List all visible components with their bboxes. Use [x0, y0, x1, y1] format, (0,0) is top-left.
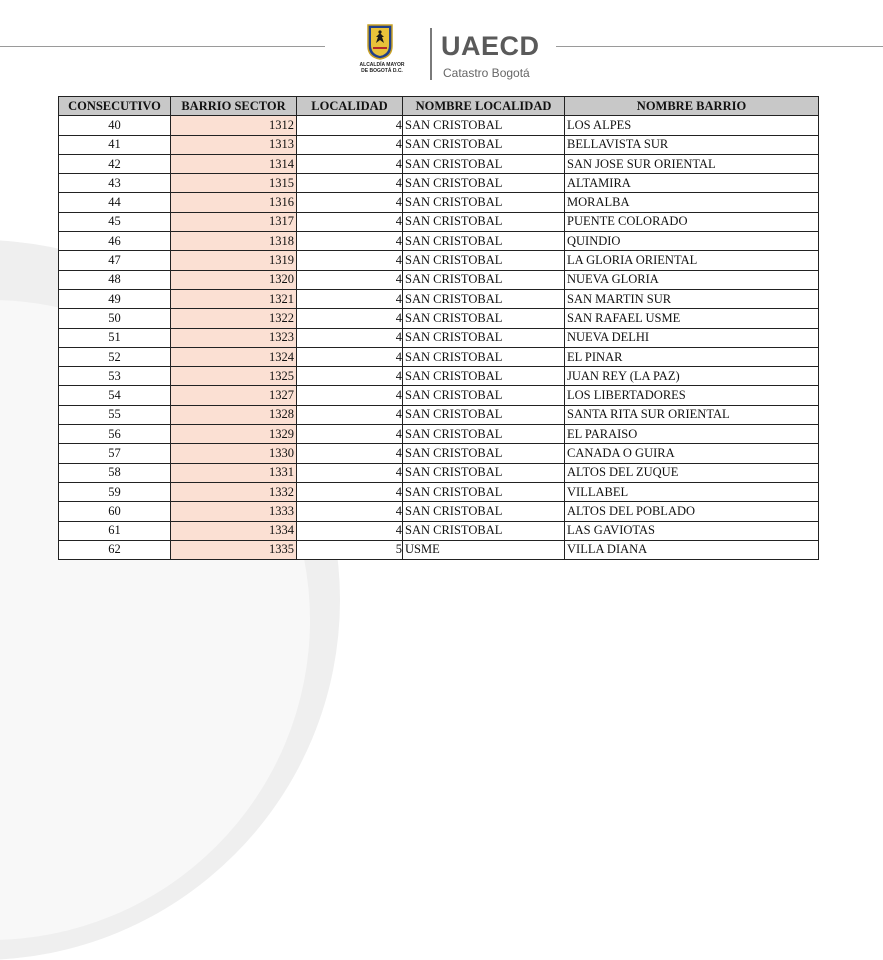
nombre-barrio-cell: VILLA DIANA — [565, 540, 819, 559]
table-row — [59, 540, 819, 559]
table-row — [59, 444, 819, 463]
nombre-barrio-cell: NUEVA GLORIA — [565, 270, 819, 289]
consecutivo-cell: 41 — [59, 135, 171, 154]
nombre-barrio-cell: LOS ALPES — [565, 116, 819, 135]
nombre-barrio-cell: PUENTE COLORADO — [565, 212, 819, 231]
table-header-row — [59, 97, 819, 116]
consecutivo-cell: 54 — [59, 386, 171, 405]
localidad-cell: 5 — [297, 540, 403, 559]
consecutivo-cell: 53 — [59, 367, 171, 386]
table-row — [59, 386, 819, 405]
barrio-sector-cell: 1319 — [171, 251, 297, 270]
consecutivo-cell: 49 — [59, 289, 171, 308]
nombre-barrio-cell: SAN JOSE SUR ORIENTAL — [565, 154, 819, 173]
barrio-sector-cell: 1328 — [171, 405, 297, 424]
consecutivo-cell: 56 — [59, 425, 171, 444]
barrio-sector-cell: 1313 — [171, 135, 297, 154]
consecutivo-cell: 58 — [59, 463, 171, 482]
localidad-cell: 4 — [297, 154, 403, 173]
nombre-localidad-cell: SAN CRISTOBAL — [403, 425, 565, 444]
barrio-sector-cell: 1333 — [171, 502, 297, 521]
nombre-barrio-cell: MORALBA — [565, 193, 819, 212]
table-row — [59, 270, 819, 289]
nombre-barrio-cell: SAN MARTIN SUR — [565, 289, 819, 308]
nombre-barrio-cell: ALTAMIRA — [565, 174, 819, 193]
nombre-localidad-cell: SAN CRISTOBAL — [403, 502, 565, 521]
consecutivo-cell: 46 — [59, 232, 171, 251]
localidad-cell: 4 — [297, 174, 403, 193]
barrio-sector-cell: 1332 — [171, 482, 297, 501]
barrio-sector-cell: 1324 — [171, 347, 297, 366]
barrio-sector-cell: 1316 — [171, 193, 297, 212]
localidad-cell: 4 — [297, 232, 403, 251]
consecutivo-cell: 55 — [59, 405, 171, 424]
nombre-localidad-cell: SAN CRISTOBAL — [403, 270, 565, 289]
consecutivo-cell: 45 — [59, 212, 171, 231]
table-row — [59, 425, 819, 444]
barrio-sector-cell: 1322 — [171, 309, 297, 328]
table-body — [59, 116, 819, 560]
table-row — [59, 405, 819, 424]
nombre-localidad-cell: SAN CRISTOBAL — [403, 232, 565, 251]
brand-subtitle: Catastro Bogotá — [443, 66, 530, 80]
consecutivo-cell: 60 — [59, 502, 171, 521]
nombre-localidad-cell: SAN CRISTOBAL — [403, 251, 565, 270]
localidad-cell: 4 — [297, 347, 403, 366]
column-consecutivo-header: CONSECUTIVO — [59, 97, 171, 116]
header-rule-left — [0, 46, 325, 47]
table-row — [59, 193, 819, 212]
barrio-sector-cell: 1318 — [171, 232, 297, 251]
nombre-barrio-cell: LOS LIBERTADORES — [565, 386, 819, 405]
localidad-cell: 4 — [297, 251, 403, 270]
brand-title: UAECD — [441, 31, 540, 61]
column-barrio-sector-header: BARRIO SECTOR — [171, 97, 297, 116]
nombre-localidad-cell: SAN CRISTOBAL — [403, 386, 565, 405]
barrio-sector-cell: 1317 — [171, 212, 297, 231]
nombre-localidad-cell: SAN CRISTOBAL — [403, 289, 565, 308]
barrio-sector-cell: 1320 — [171, 270, 297, 289]
barrio-sector-cell: 1312 — [171, 116, 297, 135]
barrio-sector-cell: 1323 — [171, 328, 297, 347]
localidad-cell: 4 — [297, 425, 403, 444]
nombre-barrio-cell: EL PARAISO — [565, 425, 819, 444]
barrio-sector-cell: 1331 — [171, 463, 297, 482]
barrio-sector-cell: 1329 — [171, 425, 297, 444]
localidad-cell: 4 — [297, 405, 403, 424]
consecutivo-cell: 43 — [59, 174, 171, 193]
table-row — [59, 367, 819, 386]
nombre-barrio-cell: BELLAVISTA SUR — [565, 135, 819, 154]
nombre-localidad-cell: SAN CRISTOBAL — [403, 309, 565, 328]
localidad-cell: 4 — [297, 482, 403, 501]
localidad-cell: 4 — [297, 309, 403, 328]
consecutivo-cell: 42 — [59, 154, 171, 173]
logo-divider — [430, 28, 432, 80]
consecutivo-cell: 62 — [59, 540, 171, 559]
table-row — [59, 154, 819, 173]
consecutivo-cell: 52 — [59, 347, 171, 366]
nombre-barrio-cell: SAN RAFAEL USME — [565, 309, 819, 328]
table-row — [59, 289, 819, 308]
nombre-localidad-cell: SAN CRISTOBAL — [403, 193, 565, 212]
nombre-localidad-cell: SAN CRISTOBAL — [403, 135, 565, 154]
localidad-cell: 4 — [297, 367, 403, 386]
nombre-localidad-cell: SAN CRISTOBAL — [403, 444, 565, 463]
nombre-localidad-cell: SAN CRISTOBAL — [403, 405, 565, 424]
localidad-cell: 4 — [297, 212, 403, 231]
nombre-barrio-cell: ALTOS DEL POBLADO — [565, 502, 819, 521]
nombre-barrio-cell: CANADA O GUIRA — [565, 444, 819, 463]
barrio-sector-cell: 1321 — [171, 289, 297, 308]
bogota-crest-icon — [367, 24, 393, 60]
alcaldia-line-2: DE BOGOTÁ D.C. — [361, 68, 403, 74]
alcaldia-label — [357, 62, 407, 74]
table-row — [59, 135, 819, 154]
nombre-localidad-cell: SAN CRISTOBAL — [403, 347, 565, 366]
consecutivo-cell: 44 — [59, 193, 171, 212]
localidad-cell: 4 — [297, 444, 403, 463]
nombre-localidad-cell: SAN CRISTOBAL — [403, 328, 565, 347]
barrio-sector-cell: 1334 — [171, 521, 297, 540]
localidad-cell: 4 — [297, 386, 403, 405]
nombre-localidad-cell: SAN CRISTOBAL — [403, 154, 565, 173]
page-header — [0, 0, 883, 92]
nombre-barrio-cell: LA GLORIA ORIENTAL — [565, 251, 819, 270]
table-row — [59, 116, 819, 135]
consecutivo-cell: 47 — [59, 251, 171, 270]
table-row — [59, 232, 819, 251]
nombre-localidad-cell: SAN CRISTOBAL — [403, 463, 565, 482]
consecutivo-cell: 61 — [59, 521, 171, 540]
nombre-barrio-cell: ALTOS DEL ZUQUE — [565, 463, 819, 482]
table-row — [59, 502, 819, 521]
barrio-sector-cell: 1315 — [171, 174, 297, 193]
table-row — [59, 521, 819, 540]
nombre-barrio-cell: EL PINAR — [565, 347, 819, 366]
table-row — [59, 309, 819, 328]
consecutivo-cell: 57 — [59, 444, 171, 463]
localidad-cell: 4 — [297, 521, 403, 540]
localidad-cell: 4 — [297, 270, 403, 289]
table-row — [59, 174, 819, 193]
nombre-barrio-cell: LAS GAVIOTAS — [565, 521, 819, 540]
barrio-sector-cell: 1325 — [171, 367, 297, 386]
consecutivo-cell: 50 — [59, 309, 171, 328]
nombre-localidad-cell: SAN CRISTOBAL — [403, 367, 565, 386]
table-row — [59, 328, 819, 347]
nombre-barrio-cell: VILLABEL — [565, 482, 819, 501]
uaecd-logo — [357, 24, 557, 84]
localidad-cell: 4 — [297, 328, 403, 347]
nombre-barrio-cell: SANTA RITA SUR ORIENTAL — [565, 405, 819, 424]
localidad-cell: 4 — [297, 289, 403, 308]
nombre-barrio-cell: QUINDIO — [565, 232, 819, 251]
consecutivo-cell: 48 — [59, 270, 171, 289]
table-row — [59, 463, 819, 482]
table-row — [59, 482, 819, 501]
barrio-sector-cell: 1330 — [171, 444, 297, 463]
barrio-sector-cell: 1335 — [171, 540, 297, 559]
column-nombre-localidad-header: NOMBRE LOCALIDAD — [403, 97, 565, 116]
header-rule-right — [556, 46, 883, 47]
nombre-localidad-cell: SAN CRISTOBAL — [403, 521, 565, 540]
consecutivo-cell: 59 — [59, 482, 171, 501]
localidad-cell: 4 — [297, 135, 403, 154]
column-localidad-header: LOCALIDAD — [297, 97, 403, 116]
table-row — [59, 212, 819, 231]
localidad-cell: 4 — [297, 116, 403, 135]
nombre-localidad-cell: USME — [403, 540, 565, 559]
nombre-localidad-cell: SAN CRISTOBAL — [403, 212, 565, 231]
nombre-localidad-cell: SAN CRISTOBAL — [403, 174, 565, 193]
table-row — [59, 251, 819, 270]
column-nombre-barrio-header: NOMBRE BARRIO — [565, 97, 819, 116]
localidad-cell: 4 — [297, 502, 403, 521]
alcaldia-line-1: ALCALDÍA MAYOR — [359, 62, 405, 68]
barrios-table — [58, 96, 819, 560]
nombre-localidad-cell: SAN CRISTOBAL — [403, 116, 565, 135]
barrio-sector-cell: 1314 — [171, 154, 297, 173]
nombre-barrio-cell: NUEVA DELHI — [565, 328, 819, 347]
localidad-cell: 4 — [297, 463, 403, 482]
consecutivo-cell: 40 — [59, 116, 171, 135]
localidad-cell: 4 — [297, 193, 403, 212]
table-row — [59, 347, 819, 366]
nombre-barrio-cell: JUAN REY (LA PAZ) — [565, 367, 819, 386]
barrio-sector-cell: 1327 — [171, 386, 297, 405]
consecutivo-cell: 51 — [59, 328, 171, 347]
nombre-localidad-cell: SAN CRISTOBAL — [403, 482, 565, 501]
